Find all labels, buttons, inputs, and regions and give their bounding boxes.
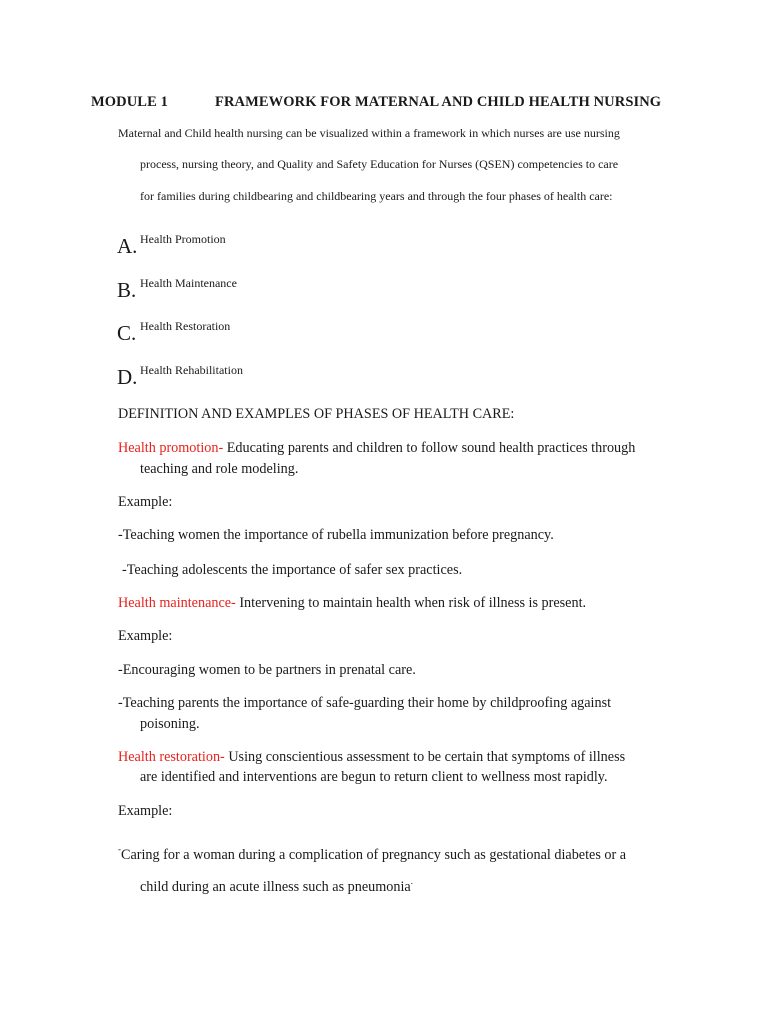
restoration-close-mark: . (410, 876, 413, 886)
phase-letter-a: A. (117, 234, 138, 258)
phase-letter-b: B. (117, 278, 137, 302)
maintenance-example-2-line-1: -Teaching parents the importance of safe-guarding their home by childproofing against (118, 695, 612, 711)
maintenance-definition (118, 595, 586, 612)
promotion-def-line-1: Educating parents and children to follow sound health practices through (223, 440, 636, 456)
restoration-def-line-2: are identified and interventions are begun to return client to wellness most rapidly. (140, 769, 608, 785)
maintenance-example-1: -Encouraging women to be partners in prenatal care. (118, 662, 416, 678)
restoration-definition (118, 749, 625, 766)
restoration-example-1-line-1 (118, 844, 626, 864)
promotion-example-2: -Teaching adolescents the importance of safer sex practices. (122, 562, 463, 578)
module-label: MODULE 1 (91, 94, 168, 110)
restoration-example-text: Caring for a woman during a complication of pregnancy such as gestational diabetes or a (121, 847, 627, 863)
maintenance-example-label: Example: (118, 628, 173, 644)
phase-letter-c: C. (117, 321, 137, 345)
phase-label-b: Health Maintenance (140, 276, 237, 290)
phase-label-d: Health Rehabilitation (140, 363, 243, 377)
maintenance-term: Health maintenance- (118, 595, 236, 611)
page-title: FRAMEWORK FOR MATERNAL AND CHILD HEALTH NURSING (215, 94, 662, 110)
intro-line-3: for families during childbearing and childbearing years and through the four phases of health care: (140, 189, 613, 203)
promotion-def-line-2: teaching and role modeling. (140, 461, 299, 477)
maintenance-example-2-line-2: poisoning. (140, 716, 200, 732)
promotion-term: Health promotion- (118, 440, 224, 456)
phase-label-a: Health Promotion (140, 232, 226, 246)
promotion-example-label: Example: (118, 494, 173, 510)
restoration-example-1-line-2 (140, 876, 413, 896)
intro-line-2: process, nursing theory, and Quality and Safety Education for Nurses (QSEN) competencies to care (140, 157, 619, 171)
promotion-example-1: -Teaching women the importance of rubella immunization before pregnancy. (118, 527, 554, 543)
intro-line-1: Maternal and Child health nursing can be visualized within a framework in which nurses are use nursing (118, 126, 620, 140)
restoration-open-mark: - (118, 844, 121, 854)
restoration-def-line-1: Using conscientious assessment to be certain that symptoms of illness (224, 749, 626, 765)
section-title: DEFINITION AND EXAMPLES OF PHASES OF HEALTH CARE: (118, 406, 515, 422)
maintenance-def-line-1: Intervening to maintain health when risk of illness is present. (235, 595, 587, 611)
restoration-example-label: Example: (118, 803, 173, 819)
phase-label-c: Health Restoration (140, 319, 231, 333)
promotion-definition (118, 440, 635, 457)
restoration-term: Health restoration- (118, 749, 225, 765)
restoration-example-text-2: child during an acute illness such as pneumonia (140, 879, 411, 895)
phase-letter-d: D. (117, 365, 138, 389)
